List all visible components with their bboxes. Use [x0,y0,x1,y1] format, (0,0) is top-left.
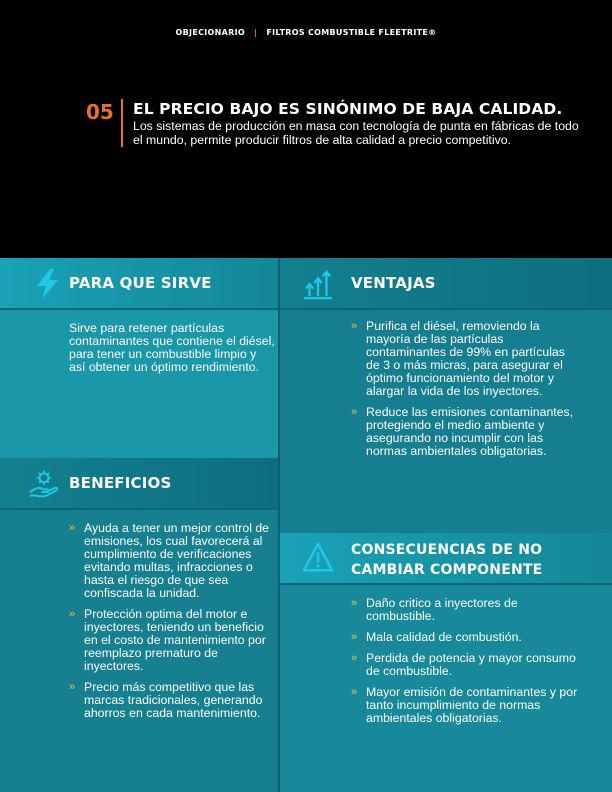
para-que-sirve-header [0,258,278,308]
bullet: » [351,320,358,332]
list-item: » Daño critico a inyectores de combustible. [351,596,518,623]
ventajas-header [280,258,612,308]
header-meta [0,28,612,37]
list-item: » Perdida de potencia y mayor consumo de combustible. [351,651,576,678]
panel-para-que-sirve [0,258,278,458]
list-item: » Mayor emisión de contaminantes y por tanto incumplimiento de normas ambientales obligatorias. [351,685,578,725]
para-que-sirve-text: Sirve para retener partículas contaminantes que contiene el diésel, para tener un combustible limpio y así obtener un óptimo rendimiento. [69,321,275,374]
bullet: » [69,608,76,620]
column-divider [278,258,280,792]
consecuencias-title-line2: CAMBIAR COMPONENTE [351,562,543,578]
header-separator: | [254,28,258,37]
warning-icon [302,542,334,574]
divider [280,308,612,310]
list-item: » Precio más competitivo que las marcas tradicionales, generando ahorros en cada mantenimiento. [69,680,263,720]
divider [280,583,612,585]
bullet: » [351,686,358,698]
ventajas-title: VENTAJAS [351,274,436,292]
consecuencias-list [351,597,581,733]
header-product-label: FILTROS COMBUSTIBLE FLEETRITE® [266,28,437,37]
divider [0,308,278,310]
bullet: » [351,652,358,664]
header-section-label: OBJECIONARIO [175,28,245,37]
list-item: » Protección optima del motor e inyectores, teniendo un beneficio en el costo de mantenimiento por reemplazo prematuro de inyectores. [69,607,266,673]
consecuencias-title [351,540,542,580]
panel-consecuencias [280,533,612,792]
divider [0,508,278,510]
beneficios-list [69,522,275,728]
hero-number: 05 [86,100,114,124]
consecuencias-title-line1: CONSECUENCIAS DE NO [351,542,543,558]
bullet: » [351,597,358,609]
growth-arrows-icon [302,268,334,300]
bullet: » [351,406,358,418]
beneficios-title: BENEFICIOS [69,474,172,492]
beneficios-header [0,458,278,508]
bullet: » [351,631,358,643]
hero-text: Los sistemas de producción en masa con tecnología de punta en fábricas de todo el mundo, permite producir filtros de alta calidad a precio competitivo. [133,119,579,147]
ventajas-list [351,320,581,466]
hero-divider [121,99,123,147]
bullet: » [69,522,76,534]
info-grid [0,258,612,792]
consecuencias-header [280,533,612,583]
list-item: » Purifica el diésel, removiendo la mayoría de las partículas contaminantes de 99% en partículas de 3 o más micras, para asegurar el óptimo funcionamiento del motor y alargar la vida de los inyectores. [351,319,565,398]
panel-ventajas [280,258,612,533]
lightning-icon [32,268,64,300]
list-item: » Reduce las emisiones contaminantes, protegiendo el medio ambiente y asegurando no incumplir con las normas ambientales obligatorias. [351,405,574,458]
hero-section [0,0,612,258]
hand-gear-icon [28,468,60,500]
list-item: » Ayuda a tener un mejor control de emisiones, los cual favorecerá al cumplimiento de verificaciones evitando multas, infracciones o hasta el riesgo de que sea confiscada la unidad. [69,521,270,600]
bullet: » [69,681,76,693]
para-que-sirve-title: PARA QUE SIRVE [69,274,212,292]
panel-beneficios [0,458,278,792]
list-item: » Mala calidad de combustión. [351,630,522,644]
hero-title: EL PRECIO BAJO ES SINÓNIMO DE BAJA CALIDAD. [133,100,563,118]
